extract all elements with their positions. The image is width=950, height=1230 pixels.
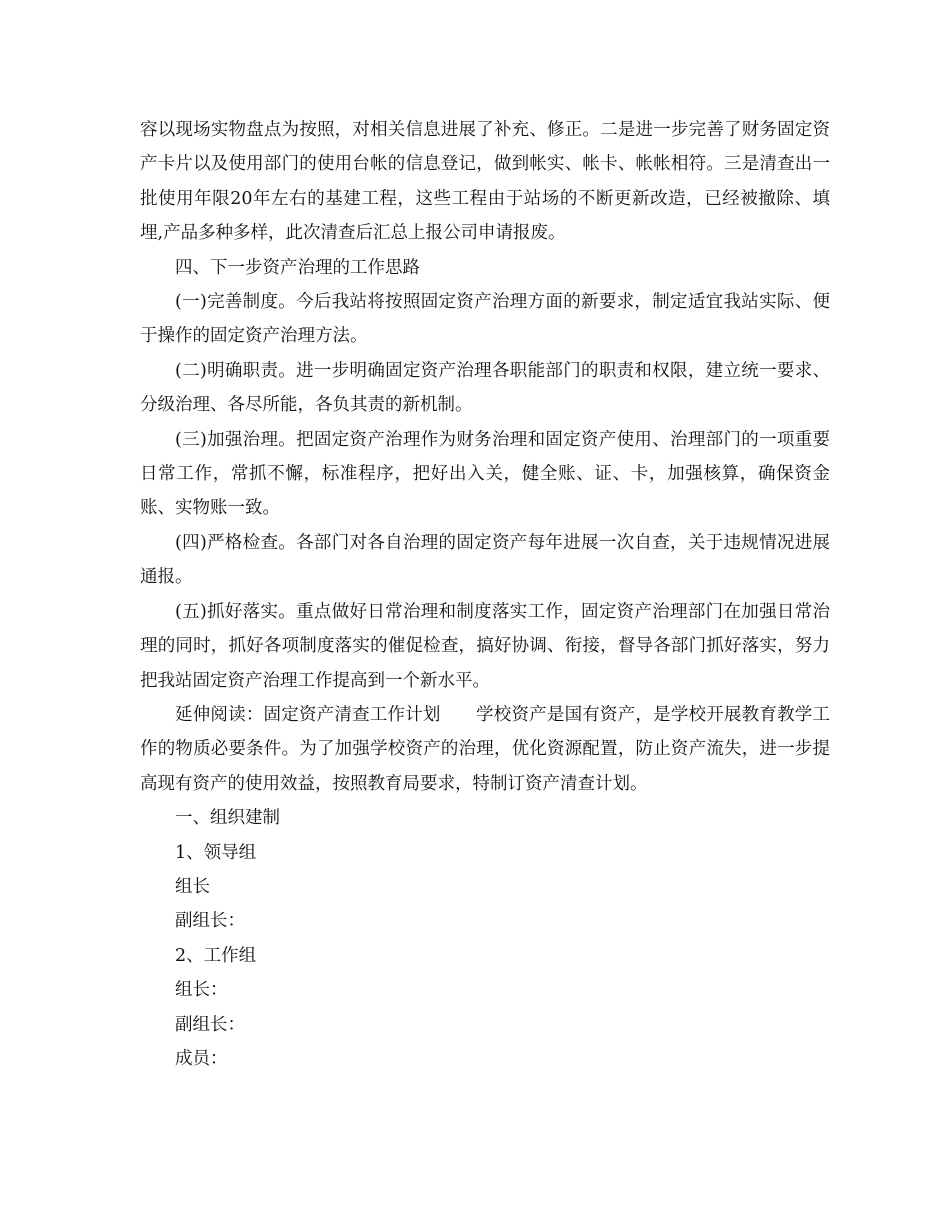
section-heading-organization: 一、组织建制 [175,808,280,829]
paragraph-improve-system: (一)完善制度。今后我站将按照固定资产治理方面的新要求，制定适宜我站实际、便于操作的固定资产治理方法。 [140,292,830,347]
paragraph-strict-inspection: (四)严格检查。各部门对各自治理的固定资产每年进展一次自查，关于违规情况进展通报。 [140,532,830,588]
section-heading-next-steps: 四、下一步资产治理的工作思路 [175,257,420,278]
paragraph-clarify-duties: (二)明确职责。进一步明确固定资产治理各职能部门的职责和权限，建立统一要求、分级治理、各尽所能，各负其责的新机制。 [140,360,830,416]
paragraph-strengthen-management: (三)加强治理。把固定资产治理作为财务治理和固定资产使用、治理部门的一项重要日常工作，常抓不懈，标准程序，把好出入关，健全账、证、卡，加强核算，确保资金账、实物账一致。 [140,429,830,519]
list-item-members: 成员： [175,1048,228,1069]
list-item-leadership-group: 1、领导组 [175,842,257,863]
list-item-working-group: 2、工作组 [175,945,257,966]
paragraph-extended-reading: 延伸阅读：固定资产清查工作计划 学校资产是国有资产，是学校开展教育教学工作的物质必要条件。为了加强学校资产的治理，优化资源配置，防止资产流失，进一步提高现有资产的使用效益，按照教育局要求，特制订资产清查计划。 [140,704,830,794]
list-item-deputy-leader: 副组长： [175,911,245,932]
list-item-group-leader: 组长 [175,876,210,897]
paragraph-implementation: (五)抓好落实。重点做好日常治理和制度落实工作，固定资产治理部门在加强日常治理的同时，抓好各项制度落实的催促检查，搞好协调、衔接，督导各部门抓好落实，努力把我站固定资产治理工作提高到一个新水平。 [140,601,830,691]
document-body [140,113,830,1076]
list-item-working-group-deputy: 副组长： [175,1014,245,1035]
paragraph-continuation: 容以现场实物盘点为按照，对相关信息进展了补充、修正。二是进一步完善了财务固定资产卡片以及使用部门的使用台帐的信息登记，做到帐实、帐卡、帐帐相符。三是清查出一批使用年限20年左右的基建工程，这些工程由于站场的不断更新改造，已经被撤除、填埋,产品多种多样，此次清查后汇总上报公司申请报废。 [140,120,830,244]
list-item-working-group-leader: 组长： [175,980,228,1001]
